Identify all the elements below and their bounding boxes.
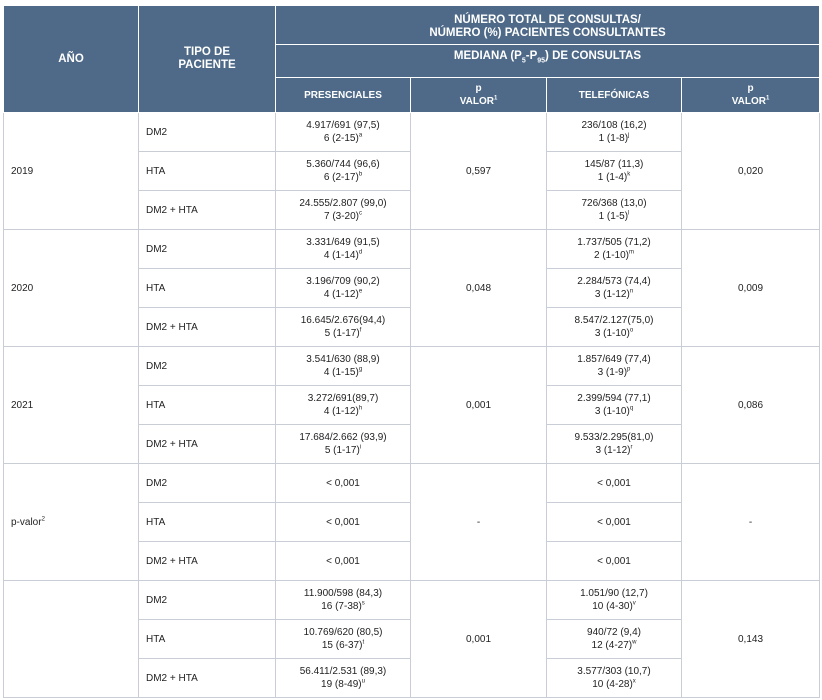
telefonicas-cell: < 0,001 (547, 542, 682, 581)
presenciales-cell: < 0,001 (276, 542, 411, 581)
col-header-telefonicas: TELEFÓNICAS (547, 78, 682, 113)
tipo-cell: HTA (139, 620, 276, 659)
tipo-cell: DM2 + HTA (139, 191, 276, 230)
presenciales-cell: 24.555/2.807 (99,0) 7 $(3-20)^c$ (276, 191, 411, 230)
p-valor-presenciales-cell: - (411, 464, 547, 581)
tipo-cell: HTA (139, 503, 276, 542)
tipo-cell: DM2 + HTA (139, 542, 276, 581)
p-valor-telefonicas-cell: 0,009 (682, 230, 820, 347)
telefonicas-cell: 1.857/649 (77,4) 3 $(1-9)^p$ (547, 347, 682, 386)
p-valor-telefonicas-cell: 0,086 (682, 347, 820, 464)
group-line-3: MEDIANA $(P_5-P_{95})$ DE CONSULTAS (276, 44, 819, 67)
tipo-cell: HTA (139, 152, 276, 191)
p-label: p (475, 83, 482, 94)
valor-label: VALOR$^1$ (731, 95, 770, 107)
group-line-1: NÚMERO TOTAL DE CONSULTAS/ (454, 14, 641, 26)
tipo-cell: DM2 + HTA (139, 659, 276, 698)
col-header-tipo (139, 6, 276, 113)
p-valor-telefonicas-cell: - (682, 464, 820, 581)
p-valor-telefonicas-cell: 0,020 (682, 113, 820, 230)
year-cell: 2019 (4, 113, 139, 230)
telefonicas-cell: < 0,001 (547, 503, 682, 542)
tipo-line-1: TIPO DE (183, 46, 230, 58)
tipo-cell: HTA (139, 386, 276, 425)
telefonicas-cell: 940/72 (9,4) 12 $(4-27)^w$ (547, 620, 682, 659)
tipo-cell: DM2 (139, 464, 276, 503)
table-row (4, 464, 820, 503)
table-row (4, 581, 820, 620)
table-row (4, 347, 820, 386)
consultas-table (3, 5, 820, 698)
presenciales-cell: 3.541/630 (88,9) 4 $(1-15)^g$ (276, 347, 411, 386)
year-cell: 2021 (4, 347, 139, 464)
telefonicas-cell: 726/368 (13,0) 1 $(1-5)^l$ (547, 191, 682, 230)
tipo-cell: HTA (139, 269, 276, 308)
col-header-group (276, 6, 820, 78)
presenciales-cell: 4.917/691 (97,5) 6 $(2-15)^a$ (276, 113, 411, 152)
p-valor-presenciales-cell: 0,597 (411, 113, 547, 230)
p-valor-presenciales-cell: 0,048 (411, 230, 547, 347)
year-cell: 2020 (4, 230, 139, 347)
group-line-2: NÚMERO (%) PACIENTES CONSULTANTES (429, 27, 666, 39)
presenciales-cell: 3.272/691(89,7) 4 $(1-12)^h$ (276, 386, 411, 425)
telefonicas-cell: 2.284/573 (74,4) 3 $(1-12)^n$ (547, 269, 682, 308)
col-header-anio: AÑO (4, 6, 139, 113)
col-header-p-tel (682, 78, 820, 113)
telefonicas-cell: 3.577/303 (10,7) 10 $(4-28)^x$ (547, 659, 682, 698)
p-valor-presenciales-cell: 0,001 (411, 347, 547, 464)
tipo-cell: DM2 (139, 581, 276, 620)
telefonicas-cell: 1.737/505 (71,2) 2 $(1-10)^m$ (547, 230, 682, 269)
tipo-line-2: PACIENTE (178, 59, 236, 71)
col-header-p-pres (411, 78, 547, 113)
telefonicas-cell: < 0,001 (547, 464, 682, 503)
telefonicas-cell: 1.051/90 (12,7) 10 $(4-30)^v$ (547, 581, 682, 620)
year-cell (4, 581, 139, 698)
telefonicas-cell: 145/87 (11,3) 1 $(1-4)^k$ (547, 152, 682, 191)
table-row (4, 230, 820, 269)
table-row (4, 113, 820, 152)
presenciales-cell: 3.331/649 (91,5) 4 $(1-14)^d$ (276, 230, 411, 269)
presenciales-cell: 17.684/2.662 (93,9) 5 $(1-17)^i$ (276, 425, 411, 464)
presenciales-cell: 5.360/744 (96,6) 6 $(2-17)^b$ (276, 152, 411, 191)
telefonicas-cell: 2.399/594 (77,1) 3 $(1-10)^q$ (547, 386, 682, 425)
valor-label: VALOR$^1$ (459, 95, 498, 107)
presenciales-cell: 56.411/2.531 (89,3) 19 $(8-49)^u$ (276, 659, 411, 698)
telefonicas-cell: 8.547/2.127(75,0) 3 $(1-10)^o$ (547, 308, 682, 347)
col-header-presenciales: PRESENCIALES (276, 78, 411, 113)
presenciales-cell: 3.196/709 (90,2) 4 $(1-12)^e$ (276, 269, 411, 308)
presenciales-cell: 11.900/598 (84,3) 16 $(7-38)^s$ (276, 581, 411, 620)
telefonicas-cell: 9.533/2.295(81,0) 3 $(1-12)^r$ (547, 425, 682, 464)
presenciales-cell: 16.645/2.676(94,4) 5 $(1-17)^f$ (276, 308, 411, 347)
presenciales-cell: 10.769/620 (80,5) 15 $(6-37)^t$ (276, 620, 411, 659)
tipo-cell: DM2 (139, 113, 276, 152)
header-row-1 (4, 6, 820, 78)
tipo-cell: DM2 + HTA (139, 308, 276, 347)
p-valor-presenciales-cell: 0,001 (411, 581, 547, 698)
p-valor-telefonicas-cell: 0,143 (682, 581, 820, 698)
tipo-cell: DM2 (139, 230, 276, 269)
presenciales-cell: < 0,001 (276, 503, 411, 542)
p-label: p (747, 83, 754, 94)
telefonicas-cell: 236/108 (16,2) 1 $(1-8)^j$ (547, 113, 682, 152)
tipo-cell: DM2 + HTA (139, 425, 276, 464)
tipo-cell: DM2 (139, 347, 276, 386)
presenciales-cell: < 0,001 (276, 464, 411, 503)
year-cell: p-valor$^2$ (4, 464, 139, 581)
